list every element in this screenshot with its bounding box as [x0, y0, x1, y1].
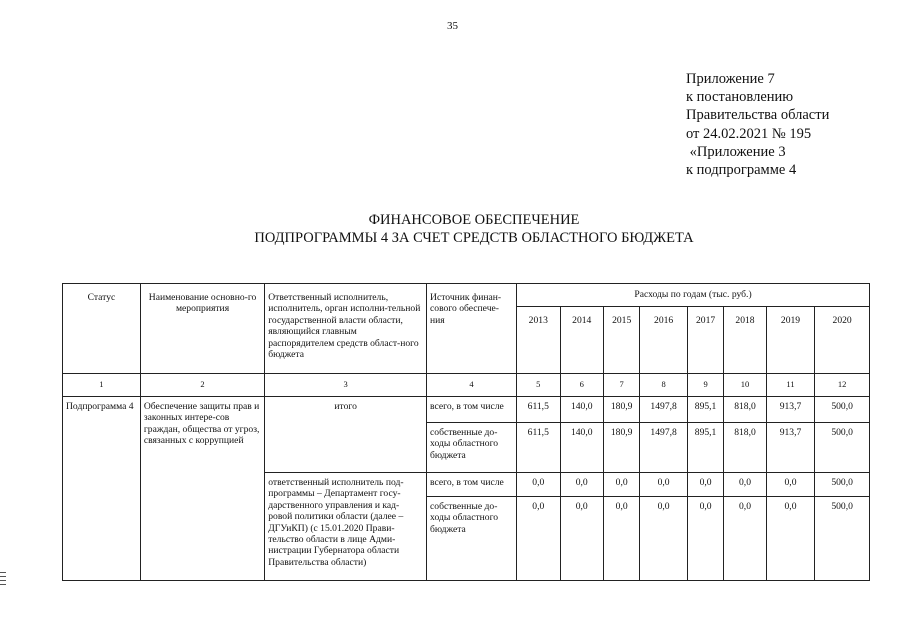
value-cell: 140,0 [560, 397, 603, 423]
appendix-line: Приложение 7 [686, 71, 775, 87]
header-year: 2013 [517, 307, 560, 374]
scan-edge-marks [0, 572, 6, 588]
column-number: 2 [140, 374, 264, 397]
column-number: 12 [815, 374, 870, 397]
value-cell: 0,0 [603, 497, 639, 581]
column-number: 9 [687, 374, 723, 397]
source-cell: собственные до-ходы областного бюджета [427, 423, 517, 473]
value-cell: 0,0 [517, 497, 560, 581]
header-status: Статус [63, 284, 141, 374]
financing-table [62, 283, 870, 581]
header-year: 2014 [560, 307, 603, 374]
value-cell: 0,0 [687, 497, 723, 581]
value-cell: 500,0 [815, 473, 870, 497]
value-cell: 913,7 [766, 397, 815, 423]
header-year: 2016 [640, 307, 688, 374]
value-cell: 895,1 [687, 397, 723, 423]
header-source: Источник финан-сового обеспече-ния [427, 284, 517, 374]
header-year: 2020 [815, 307, 870, 374]
scan-mark [0, 584, 6, 585]
source-cell: всего, в том числе [427, 473, 517, 497]
value-cell: 500,0 [815, 497, 870, 581]
page-number: 35 [447, 20, 458, 32]
appendix-line: к подпрограмме 4 [686, 162, 797, 179]
source-cell: собственные до-ходы областного бюджета [427, 497, 517, 581]
document-title [0, 211, 905, 247]
header-year: 2018 [724, 307, 766, 374]
value-cell: 0,0 [640, 497, 688, 581]
value-cell: 0,0 [603, 473, 639, 497]
column-number: 5 [517, 374, 560, 397]
value-cell: 0,0 [724, 497, 766, 581]
value-cell: 1497,8 [640, 397, 688, 423]
value-cell: 913,7 [766, 423, 815, 473]
column-number: 8 [640, 374, 688, 397]
status-cell: Подпрограмма 4 [63, 397, 141, 581]
value-cell: 1497,8 [640, 423, 688, 473]
value-cell: 0,0 [687, 473, 723, 497]
appendix-line: «Приложение 3 [686, 143, 786, 160]
appendix-note [686, 70, 829, 179]
column-number: 3 [265, 374, 427, 397]
source-cell: всего, в том числе [427, 397, 517, 423]
value-cell: 0,0 [724, 473, 766, 497]
scan-mark [0, 576, 6, 577]
activity-cell: Обеспечение защиты прав и законных интере-сов граждан, общества от угроз, связанных с коррупцией [140, 397, 264, 581]
column-number: 10 [724, 374, 766, 397]
title-line: ФИНАНСОВОЕ ОБЕСПЕЧЕНИЕ [368, 212, 580, 228]
value-cell: 140,0 [560, 423, 603, 473]
scan-mark [0, 572, 6, 573]
value-cell: 895,1 [687, 423, 723, 473]
column-number: 7 [603, 374, 639, 397]
value-cell: 611,5 [517, 423, 560, 473]
value-cell: 0,0 [517, 473, 560, 497]
title-line: ПОДПРОГРАММЫ 4 ЗА СЧЕТ СРЕДСТВ ОБЛАСТНОГО БЮДЖЕТА [254, 230, 694, 246]
scan-mark [0, 580, 6, 581]
header-responsible: Ответственный исполнитель, исполнитель, орган исполни-тельной государственной власти области, являющийся главным распорядителем средств област-ного бюджета [265, 284, 427, 374]
value-cell: 0,0 [766, 473, 815, 497]
column-number: 1 [63, 374, 141, 397]
table-row [63, 397, 870, 423]
value-cell: 180,9 [603, 423, 639, 473]
value-cell: 0,0 [560, 473, 603, 497]
value-cell: 0,0 [640, 473, 688, 497]
header-activity: Наименование основно-го мероприятия [140, 284, 264, 374]
value-cell: 611,5 [517, 397, 560, 423]
header-year: 2019 [766, 307, 815, 374]
column-number: 11 [766, 374, 815, 397]
value-cell: 500,0 [815, 397, 870, 423]
value-cell: 818,0 [724, 397, 766, 423]
header-year: 2015 [603, 307, 639, 374]
header-year: 2017 [687, 307, 723, 374]
value-cell: 818,0 [724, 423, 766, 473]
responsible-cell: ответственный исполнитель под-программы – Департамент госу-дарственного управления и кад-ровой политики области (далее – ДГУиКП) (с 15.01.2020 Прави-тельство области в лице Адми-нистрации Губернатора области Правительства области) [265, 473, 427, 581]
appendix-line: Правительства области [686, 107, 830, 124]
header-expenses: Расходы по годам (тыс. руб.) [517, 284, 870, 307]
value-cell: 500,0 [815, 423, 870, 473]
column-number-row [63, 374, 870, 397]
appendix-line: к постановлению [686, 89, 794, 106]
column-number: 4 [427, 374, 517, 397]
value-cell: 180,9 [603, 397, 639, 423]
value-cell: 0,0 [560, 497, 603, 581]
column-number: 6 [560, 374, 603, 397]
header-row [63, 284, 870, 307]
value-cell: 0,0 [766, 497, 815, 581]
appendix-line: от 24.02.2021 № 195 [686, 125, 812, 142]
responsible-cell: итого [265, 397, 427, 473]
